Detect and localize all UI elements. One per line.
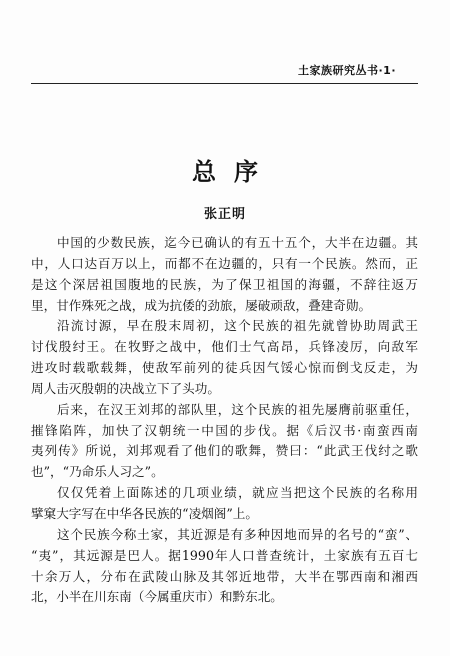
- text-line: 进攻时载歌载舞，使敌军前列的徒兵因气馁心惊而倒戈反走，为: [31, 360, 418, 376]
- running-header: 土家族研究丛书·1·: [297, 64, 396, 77]
- text-line: 中，人口达百万以上，而都不在边疆的，只有一个民族。然而，正: [31, 255, 418, 271]
- text-line: 仅仅凭着上面陈述的几项业绩，就应当把这个民族的名称用: [57, 485, 418, 501]
- text-line: 十余万人，分布在武陵山脉及其邻近地带，大半在鄂西南和湘西: [31, 568, 418, 584]
- text-line: 中国的少数民族，迄今已确认的有五十五个，大半在边疆。其: [57, 235, 418, 250]
- text-line: 摧锋陷阵，加快了汉朝统一中国的步伐。据《后汉书·南蛮西南: [31, 422, 418, 438]
- text-line: 夷列传》所说，刘邦观看了他们的歌舞，赞曰：“此武王伐纣之歌: [31, 443, 418, 459]
- text-line: 擘窠大字写在中华各民族的“凌烟阁”上。: [31, 505, 258, 521]
- text-line: 周人击灭殷朝的决战立下了头功。: [31, 380, 220, 396]
- text-line: 沿流讨源，早在殷末周初，这个民族的祖先就曾协助周武王: [57, 318, 418, 334]
- header-rule: [31, 83, 418, 84]
- text-line: 这个民族今称土家，其近源是有多种因地而异的名号的“蛮”、: [57, 526, 418, 542]
- text-line: 北，小半在川东南（今属重庆市）和黔东北。: [31, 589, 283, 605]
- page-title: 总序: [192, 158, 276, 186]
- text-line: 也”，“乃命乐人习之”。: [31, 464, 164, 480]
- text-line: “夷”，其远源是巴人。据1990年人口普查统计，土家族有五百七: [31, 547, 418, 563]
- text-line: 讨伐殷纣王。在牧野之战中，他们士气高昂，兵锋凌厉，向敌军: [31, 339, 418, 355]
- text-line: 里，甘作殊死之战，成为抗倭的劲旅，屡破顽敌，叠建奇勋。: [31, 297, 372, 313]
- author-name: 张正明: [203, 207, 246, 222]
- text-line: 后来，在汉王刘邦的部队里，这个民族的祖先屡膺前驱重任，: [57, 401, 418, 417]
- text-line: 是这个深居祖国腹地的民族，为了保卫祖国的海疆，不辞往返万: [31, 276, 418, 292]
- body-text: [31, 233, 418, 608]
